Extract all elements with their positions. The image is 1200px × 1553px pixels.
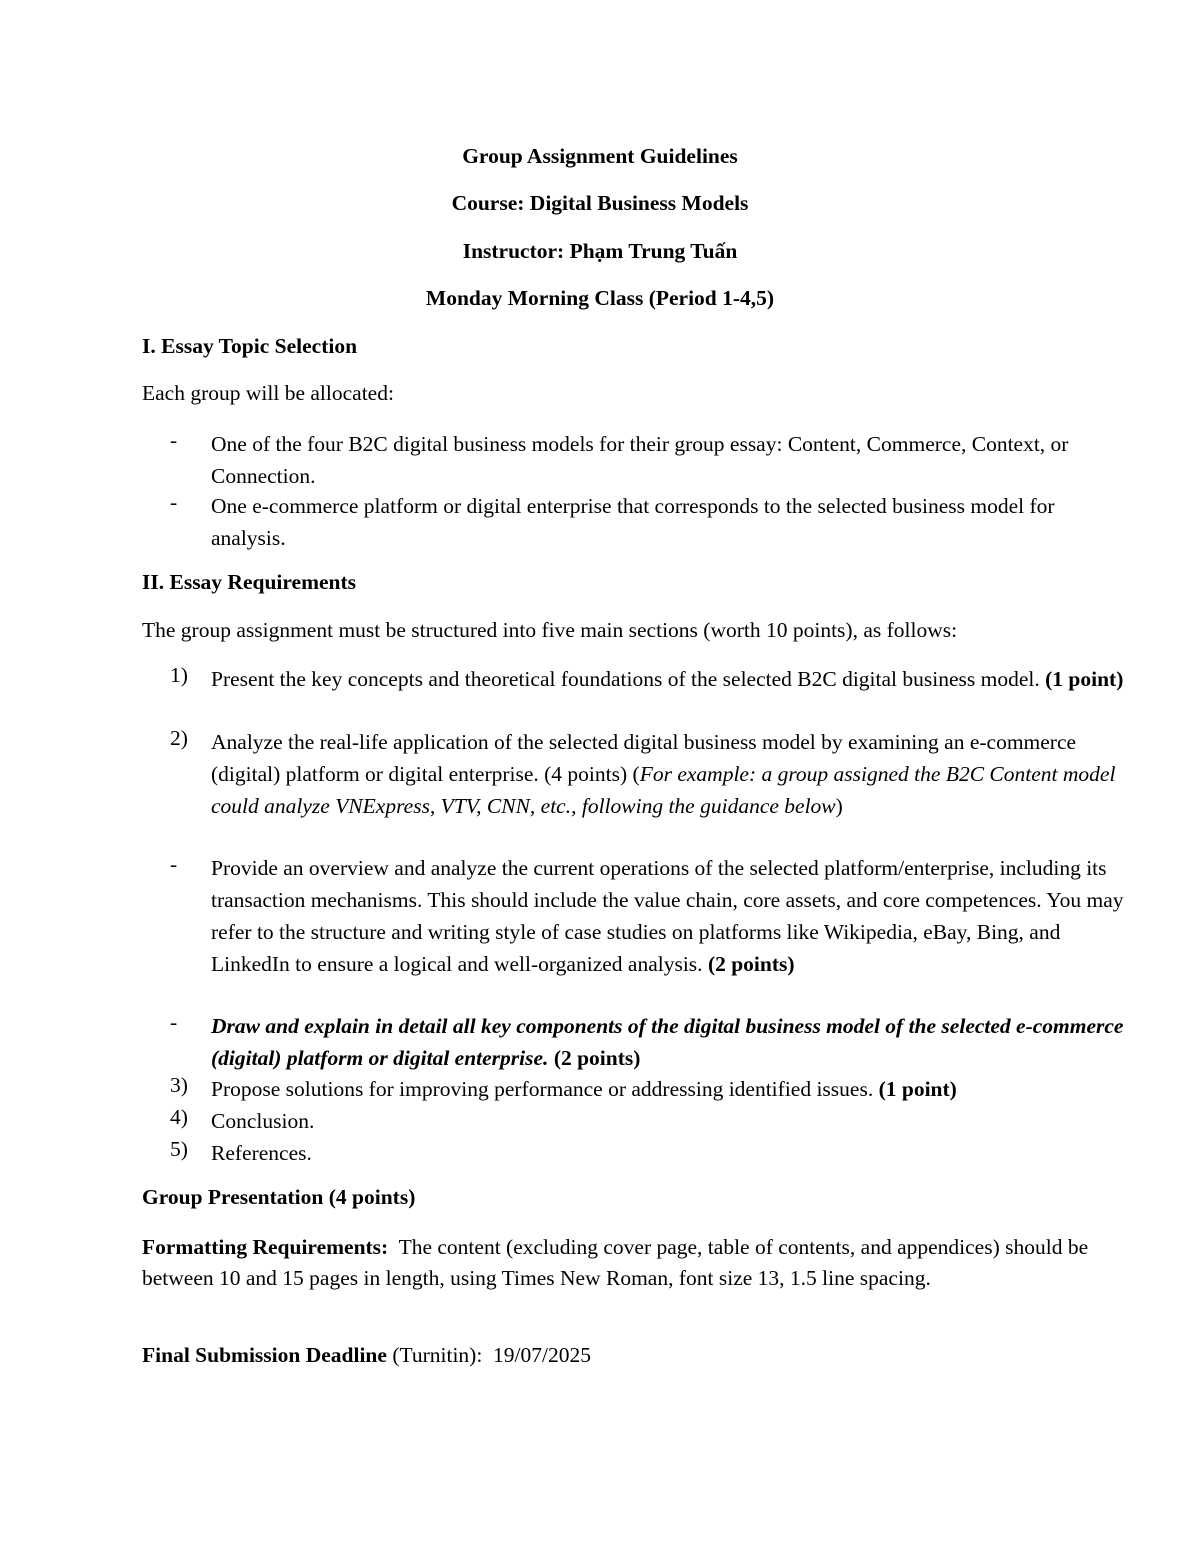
list-item-text (211, 726, 1130, 822)
deadline-label: Final Submission Deadline (142, 1343, 387, 1367)
list-marker: 2) (170, 726, 188, 750)
list-marker: 1) (170, 663, 188, 687)
section-intro-allocation: Each group will be allocated: (142, 381, 394, 405)
class-info: Monday Morning Class (Period 1-4,5) (425, 286, 775, 310)
points-label: (2 points) (707, 952, 795, 976)
list-item (170, 490, 1130, 554)
list-marker: 5) (170, 1137, 188, 1161)
list-item-text (211, 1010, 1130, 1074)
formatting-label: Formatting Requirements: (142, 1235, 389, 1259)
points-label: (2 points) (548, 1046, 641, 1070)
list-item (170, 726, 1130, 822)
list-item (170, 428, 1130, 492)
section-intro-structure: The group assignment must be structured into five main sections (worth 10 points), as follows: (142, 618, 958, 642)
list-marker: - (170, 428, 178, 452)
deadline-text: (Turnitin): 19/07/2025 (386, 1343, 592, 1367)
example-text: For example: a group assigned the B2C Content model could analyze VNExpress, VTV, CNN, etc., following the guidance below (211, 762, 1116, 818)
list-item-text (211, 852, 1130, 980)
list-marker: 3) (170, 1073, 188, 1097)
points-label: (1 point) (1045, 667, 1124, 691)
list-item-text: Conclusion. (211, 1109, 315, 1133)
list-item (170, 1105, 1130, 1137)
list-marker: - (170, 852, 178, 876)
list-item (170, 663, 1130, 695)
item-body: Present the key concepts and theoretical foundations of the selected B2C digital business model. (211, 667, 1046, 691)
closing-paren: ) (835, 794, 843, 818)
list-item-text: One of the four B2C digital business models for their group essay: Content, Commerce, Context, or Connection. (211, 432, 1069, 488)
item-body: Draw and explain in detail all key components of the digital business model of the selected e-commerce (digital) platform or digital enterprise. (211, 1014, 1124, 1070)
list-item (170, 1137, 1130, 1169)
list-item-text (211, 1073, 1130, 1105)
section-heading-essay-requirements: II. Essay Requirements (142, 570, 357, 594)
points-label: (1 point) (878, 1077, 957, 1101)
item-body: Analyze the real-life application of the selected digital business model by examining an e-commerce (digital) platform or digital enterprise. (4 points) ( (211, 730, 1077, 786)
instructor-name: Instructor: Phạm Trung Tuấn (462, 239, 738, 263)
list-item (170, 1073, 1130, 1105)
list-item (170, 852, 1130, 980)
document-title: Group Assignment Guidelines (462, 144, 738, 168)
list-item (170, 1010, 1130, 1074)
course-name: Course: Digital Business Models (451, 191, 749, 215)
list-item-text: One e-commerce platform or digital enterprise that corresponds to the selected business model for analysis. (211, 494, 1055, 550)
item-body: Propose solutions for improving performance or addressing identified issues. (211, 1077, 879, 1101)
list-marker: - (170, 1010, 178, 1034)
formatting-text: The content (excluding cover page, table of contents, and appendices) should be between 10 and 15 pages in length, using Times New Roman, font size 13, 1.5 line spacing. (142, 1235, 1094, 1290)
section-heading-topic-selection: I. Essay Topic Selection (142, 334, 358, 358)
list-marker: 4) (170, 1105, 188, 1129)
deadline-paragraph (142, 1343, 591, 1368)
list-item-text (211, 663, 1130, 695)
formatting-paragraph (142, 1232, 1112, 1294)
list-item-text: References. (211, 1141, 312, 1165)
list-marker: - (170, 490, 178, 514)
section-heading-presentation: Group Presentation (4 points) (142, 1185, 416, 1209)
item-body: Provide an overview and analyze the current operations of the selected platform/enterprise, including its transaction mechanisms. This should include the value chain, core assets, and core competences. You may refer to the structure and writing style of case studies on platforms like Wikipedia, eBay, Bing, and LinkedIn to ensure a logical and well-organized analysis. (211, 856, 1124, 976)
